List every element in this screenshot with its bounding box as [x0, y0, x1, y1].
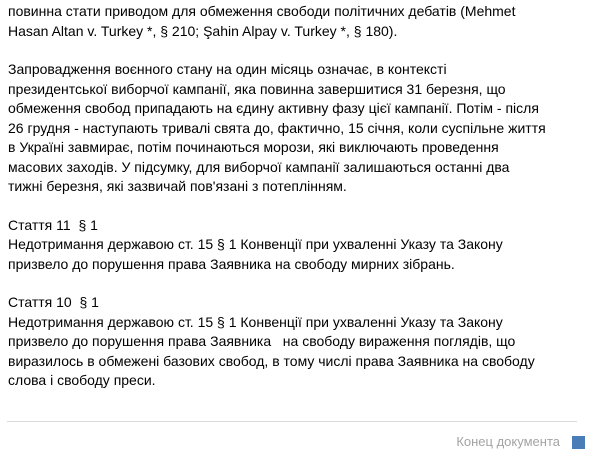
paragraph — [8, 216, 607, 275]
text-line: виразилось в обмежені базових свобод, в тому числі права Заявника на свободу — [8, 352, 535, 369]
text-line: повинна стати приводом для обмеження свободи політичних дебатів (Mehmet — [8, 3, 516, 19]
text-line: Стаття 10 § 1 — [8, 294, 99, 310]
text-line: Недотримання державою ст. 15 § 1 Конвенції при ухваленні Указу та Закону — [8, 313, 503, 330]
text-line: слова і свободу преси. — [8, 372, 156, 388]
end-of-document-label: Конец документа — [456, 434, 560, 449]
text-line: 26 грудня - наступають тривалі свята до, фактично, 15 січня, коли суспільне життя — [8, 119, 546, 136]
end-of-document-marker-icon — [572, 436, 585, 449]
paragraph — [8, 60, 607, 197]
document-body — [8, 2, 607, 410]
text-line: призвело до порушення права Заявника на свободу мирних зібрань. — [8, 255, 455, 272]
text-line: тижні березня, які зазвичай пов'язані з потеплінням. — [8, 178, 347, 194]
paragraph — [8, 2, 607, 41]
text-line: обмеження свобод припадають на єдину активну фазу цієї кампанії. Потім - після — [8, 100, 539, 116]
document-footer — [456, 434, 585, 450]
text-line: Hasan Altan v. Turkey *, § 210; Şahin Alpay v. Turkey *, § 180). — [8, 22, 398, 39]
text-line: Запровадження воєнного стану на один місяць означає, в контексті — [8, 61, 447, 77]
text-line: в Україні завмирає, потім починаються морози, які виключають проведення — [8, 139, 499, 155]
text-line: президентської виборчої кампанії, яка повинна завершитися 31 березня, що — [8, 80, 506, 97]
footer-divider — [7, 421, 577, 422]
text-line: Стаття 11 § 1 — [8, 216, 98, 233]
text-line: призвело до порушення права Заявника на свободу вираження поглядів, що — [8, 333, 516, 349]
paragraph — [8, 293, 607, 391]
text-line: Недотримання державою ст. 15 § 1 Конвенції при ухваленні Указу та Закону — [8, 236, 503, 252]
text-line: масових заходів. У підсумку, для виборчої кампанії залишаються останні два — [8, 158, 510, 175]
